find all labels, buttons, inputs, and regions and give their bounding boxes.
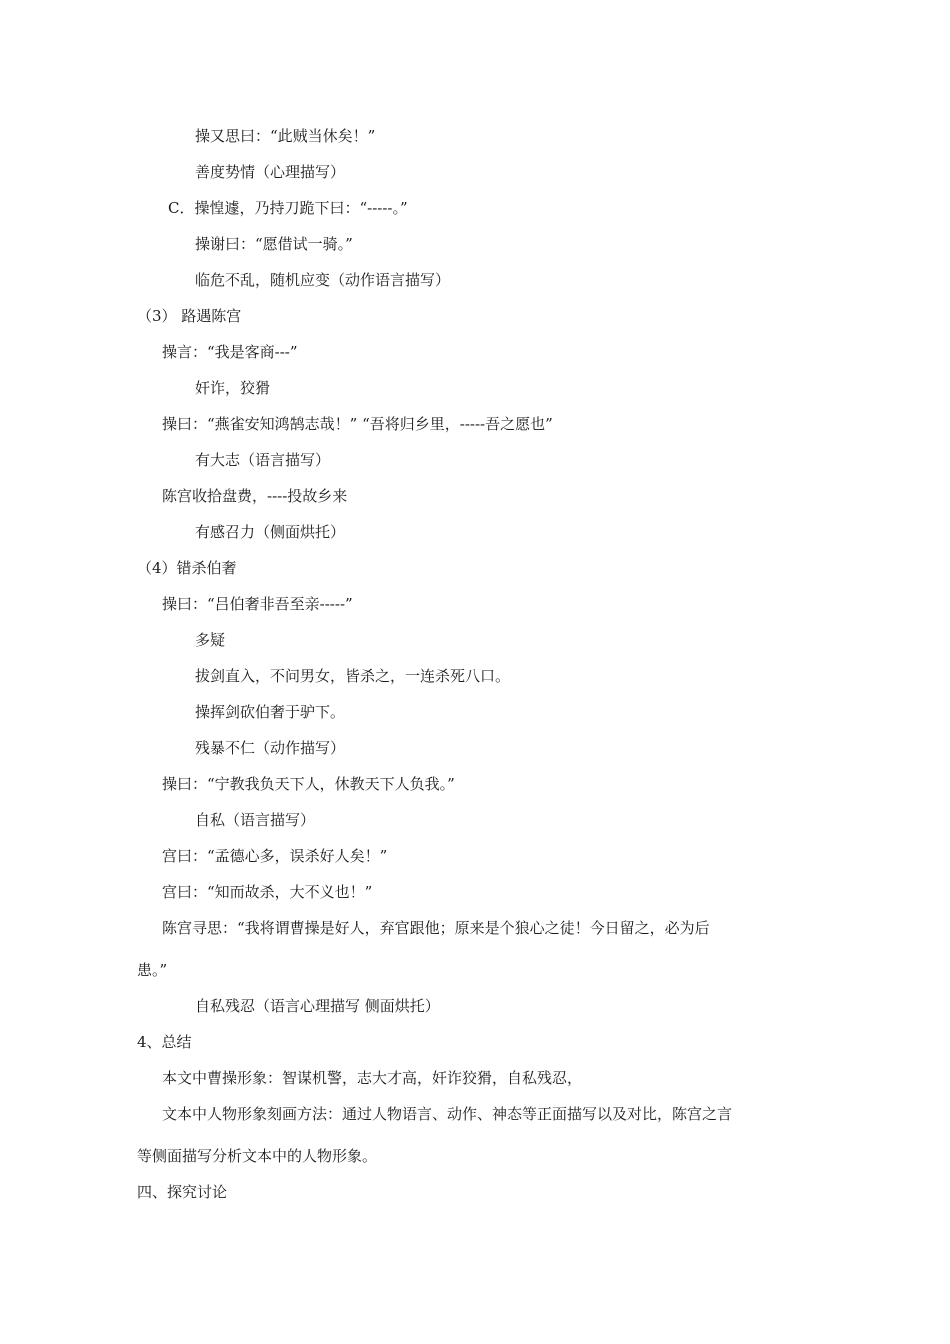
text-line: 自私残忍（语言心理描写 侧面烘托） — [195, 997, 440, 1015]
text-line: 有感召力（侧面烘托） — [195, 523, 346, 541]
text-line: 宫曰：“孟德心多，误杀好人矣！” — [162, 847, 388, 865]
text-line: 多疑 — [195, 631, 226, 649]
text-line: 操又思曰：“此贼当休矣！” — [195, 127, 376, 145]
text-line: 操曰：“吕伯奢非吾至亲-----” — [162, 595, 353, 613]
text-line: 陈宫收拾盘费，----投故乡来 — [162, 487, 348, 505]
text-line: 患。” — [137, 961, 168, 979]
text-line: 残暴不仁（动作描写） — [195, 739, 346, 757]
text-line: 自私（语言描写） — [195, 811, 316, 829]
text-line: 文本中人物形象刻画方法：通过人物语言、动作、神态等正面描写以及对比，陈宫之言 — [162, 1105, 733, 1123]
text-line: 宫曰：“知而故杀，大不义也！” — [162, 883, 373, 901]
section-heading: 4、总结 — [137, 1033, 192, 1051]
section-heading: （3） 路遇陈宫 — [137, 307, 242, 325]
section-heading: （4）错杀伯奢 — [137, 559, 237, 577]
text-line: 有大志（语言描写） — [195, 451, 331, 469]
text-line: 奸诈，狡猾 — [195, 379, 271, 397]
text-line: 操曰：“宁教我负天下人，休教天下人负我。” — [162, 775, 455, 793]
text-line: 本文中曹操形象：智谋机警，志大才高，奸诈狡猾，自私残忍， — [162, 1069, 583, 1087]
text-line: 拔剑直入，不问男女，皆杀之，一连杀死八口。 — [195, 667, 511, 685]
text-line: 善度势情（心理描写） — [195, 163, 346, 181]
text-line: 操曰：“燕雀安知鸿鹄志哉！” “吾将归乡里，-----吾之愿也” — [162, 415, 553, 433]
text-line: C．操惶遽，乃持刀跪下曰：“-----。” — [168, 199, 408, 217]
text-line: 等侧面描写分析文本中的人物形象。 — [137, 1147, 378, 1165]
text-line: 操挥剑砍伯奢于驴下。 — [195, 703, 346, 721]
text-line: 陈宫寻思：“我将谓曹操是好人，弃官跟他；原来是个狼心之徒！今日留之，必为后 — [162, 919, 710, 937]
text-line: 临危不乱，随机应变（动作语言描写） — [195, 271, 451, 289]
section-heading: 四、探究讨论 — [137, 1183, 228, 1201]
text-line: 操言：“我是客商---” — [162, 343, 298, 361]
text-line: 操谢曰：“愿借试一骑。” — [195, 235, 353, 253]
